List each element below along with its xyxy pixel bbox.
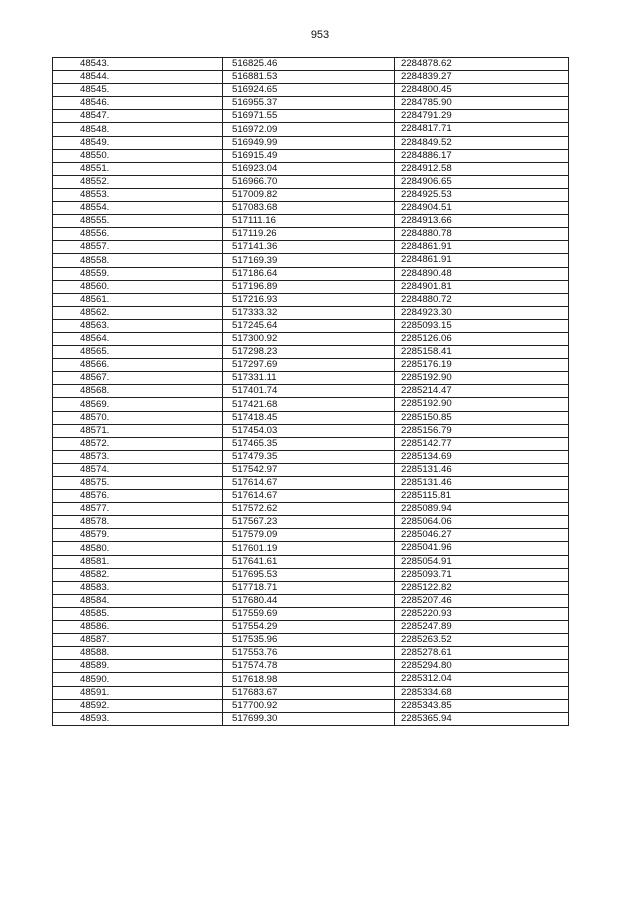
x-coordinate-cell: 517186.64 — [223, 267, 395, 280]
x-coordinate-cell: 517567.23 — [223, 516, 395, 529]
table-row — [53, 686, 569, 699]
x-coordinate-cell: 516881.53 — [223, 71, 395, 84]
table-row — [53, 267, 569, 280]
y-coordinate-cell: 2284817.71 — [395, 123, 569, 136]
x-coordinate-cell: 517245.64 — [223, 319, 395, 332]
y-coordinate-cell: 2285278.61 — [395, 647, 569, 660]
x-coordinate-cell: 516949.99 — [223, 136, 395, 149]
table-row — [53, 254, 569, 267]
table-row — [53, 58, 569, 71]
x-coordinate-cell: 517700.92 — [223, 699, 395, 712]
x-coordinate-cell: 517542.97 — [223, 463, 395, 476]
point-number-cell: 48548. — [53, 123, 223, 136]
y-coordinate-cell: 2285064.06 — [395, 516, 569, 529]
point-number-cell: 48561. — [53, 293, 223, 306]
x-coordinate-cell: 517641.61 — [223, 555, 395, 568]
y-coordinate-cell: 2285343.85 — [395, 699, 569, 712]
table-row — [53, 607, 569, 620]
y-coordinate-cell: 2285176.19 — [395, 359, 569, 372]
point-number-cell: 48580. — [53, 542, 223, 555]
x-coordinate-cell: 516971.55 — [223, 110, 395, 123]
x-coordinate-cell: 517119.26 — [223, 228, 395, 241]
table-row — [53, 634, 569, 647]
x-coordinate-cell: 517614.67 — [223, 477, 395, 490]
y-coordinate-cell: 2284890.48 — [395, 267, 569, 280]
y-coordinate-cell: 2285263.52 — [395, 634, 569, 647]
y-coordinate-cell: 2285192.90 — [395, 398, 569, 411]
x-coordinate-cell: 517300.92 — [223, 332, 395, 345]
y-coordinate-cell: 2285093.15 — [395, 319, 569, 332]
point-number-cell: 48593. — [53, 712, 223, 725]
x-coordinate-cell: 517401.74 — [223, 385, 395, 398]
y-coordinate-cell: 2284880.78 — [395, 228, 569, 241]
point-number-cell: 48566. — [53, 359, 223, 372]
point-number-cell: 48560. — [53, 280, 223, 293]
x-coordinate-cell: 517169.39 — [223, 254, 395, 267]
x-coordinate-cell: 517553.76 — [223, 647, 395, 660]
x-coordinate-cell: 517699.30 — [223, 712, 395, 725]
table-row — [53, 123, 569, 136]
y-coordinate-cell: 2285131.46 — [395, 477, 569, 490]
y-coordinate-cell: 2284849.52 — [395, 136, 569, 149]
y-coordinate-cell: 2285041.96 — [395, 542, 569, 555]
x-coordinate-cell: 517333.32 — [223, 306, 395, 319]
coordinates-table — [52, 57, 569, 726]
table-row — [53, 699, 569, 712]
y-coordinate-cell: 2284861.91 — [395, 241, 569, 254]
x-coordinate-cell: 516915.49 — [223, 149, 395, 162]
point-number-cell: 48582. — [53, 568, 223, 581]
table-row — [53, 555, 569, 568]
table-row — [53, 529, 569, 542]
x-coordinate-cell: 517465.35 — [223, 437, 395, 450]
table-row — [53, 647, 569, 660]
y-coordinate-cell: 2284878.62 — [395, 58, 569, 71]
table-row — [53, 568, 569, 581]
x-coordinate-cell: 517618.98 — [223, 673, 395, 686]
table-row — [53, 346, 569, 359]
table-row — [53, 463, 569, 476]
y-coordinate-cell: 2284901.81 — [395, 280, 569, 293]
point-number-cell: 48550. — [53, 149, 223, 162]
y-coordinate-cell: 2285131.46 — [395, 463, 569, 476]
point-number-cell: 48578. — [53, 516, 223, 529]
x-coordinate-cell: 517614.67 — [223, 490, 395, 503]
y-coordinate-cell: 2284791.29 — [395, 110, 569, 123]
point-number-cell: 48579. — [53, 529, 223, 542]
x-coordinate-cell: 517216.93 — [223, 293, 395, 306]
table-row — [53, 660, 569, 673]
x-coordinate-cell: 517579.09 — [223, 529, 395, 542]
x-coordinate-cell: 516966.70 — [223, 175, 395, 188]
point-number-cell: 48583. — [53, 581, 223, 594]
x-coordinate-cell: 517683.67 — [223, 686, 395, 699]
y-coordinate-cell: 2285115.81 — [395, 490, 569, 503]
table-row — [53, 162, 569, 175]
x-coordinate-cell: 517559.69 — [223, 607, 395, 620]
point-number-cell: 48574. — [53, 463, 223, 476]
x-coordinate-cell: 516955.37 — [223, 97, 395, 110]
x-coordinate-cell: 517535.96 — [223, 634, 395, 647]
y-coordinate-cell: 2284925.53 — [395, 188, 569, 201]
table-row — [53, 280, 569, 293]
point-number-cell: 48552. — [53, 175, 223, 188]
y-coordinate-cell: 2285046.27 — [395, 529, 569, 542]
x-coordinate-cell: 517554.29 — [223, 621, 395, 634]
y-coordinate-cell: 2285142.77 — [395, 437, 569, 450]
table-row — [53, 71, 569, 84]
x-coordinate-cell: 517601.19 — [223, 542, 395, 555]
y-coordinate-cell: 2284861.91 — [395, 254, 569, 267]
x-coordinate-cell: 516923.04 — [223, 162, 395, 175]
point-number-cell: 48577. — [53, 503, 223, 516]
table-row — [53, 136, 569, 149]
y-coordinate-cell: 2284785.90 — [395, 97, 569, 110]
point-number-cell: 48589. — [53, 660, 223, 673]
table-row — [53, 542, 569, 555]
y-coordinate-cell: 2285089.94 — [395, 503, 569, 516]
point-number-cell: 48563. — [53, 319, 223, 332]
table-row — [53, 188, 569, 201]
point-number-cell: 48568. — [53, 385, 223, 398]
table-row — [53, 110, 569, 123]
y-coordinate-cell: 2284912.58 — [395, 162, 569, 175]
y-coordinate-cell: 2285158.41 — [395, 346, 569, 359]
table-row — [53, 306, 569, 319]
y-coordinate-cell: 2285192.90 — [395, 372, 569, 385]
y-coordinate-cell: 2285214.47 — [395, 385, 569, 398]
point-number-cell: 48572. — [53, 437, 223, 450]
x-coordinate-cell: 517418.45 — [223, 411, 395, 424]
x-coordinate-cell: 517421.68 — [223, 398, 395, 411]
point-number-cell: 48556. — [53, 228, 223, 241]
point-number-cell: 48588. — [53, 647, 223, 660]
table-row — [53, 359, 569, 372]
y-coordinate-cell: 2285093.71 — [395, 568, 569, 581]
x-coordinate-cell: 517297.69 — [223, 359, 395, 372]
y-coordinate-cell: 2285312.04 — [395, 673, 569, 686]
point-number-cell: 48565. — [53, 346, 223, 359]
table-row — [53, 228, 569, 241]
point-number-cell: 48585. — [53, 607, 223, 620]
x-coordinate-cell: 517680.44 — [223, 594, 395, 607]
table-row — [53, 319, 569, 332]
point-number-cell: 48562. — [53, 306, 223, 319]
point-number-cell: 48544. — [53, 71, 223, 84]
table-row — [53, 97, 569, 110]
point-number-cell: 48564. — [53, 332, 223, 345]
table-row — [53, 477, 569, 490]
point-number-cell: 48571. — [53, 424, 223, 437]
table-row — [53, 241, 569, 254]
table-row — [53, 437, 569, 450]
y-coordinate-cell: 2284880.72 — [395, 293, 569, 306]
point-number-cell: 48586. — [53, 621, 223, 634]
point-number-cell: 48573. — [53, 450, 223, 463]
point-number-cell: 48553. — [53, 188, 223, 201]
y-coordinate-cell: 2285126.06 — [395, 332, 569, 345]
table-row — [53, 202, 569, 215]
point-number-cell: 48555. — [53, 215, 223, 228]
table-row — [53, 594, 569, 607]
point-number-cell: 48576. — [53, 490, 223, 503]
x-coordinate-cell: 517298.23 — [223, 346, 395, 359]
x-coordinate-cell: 517009.82 — [223, 188, 395, 201]
table-row — [53, 712, 569, 725]
point-number-cell: 48569. — [53, 398, 223, 411]
y-coordinate-cell: 2284906.65 — [395, 175, 569, 188]
point-number-cell: 48557. — [53, 241, 223, 254]
point-number-cell: 48559. — [53, 267, 223, 280]
table-row — [53, 332, 569, 345]
x-coordinate-cell: 517454.03 — [223, 424, 395, 437]
y-coordinate-cell: 2285150.85 — [395, 411, 569, 424]
point-number-cell: 48590. — [53, 673, 223, 686]
x-coordinate-cell: 517083.68 — [223, 202, 395, 215]
x-coordinate-cell: 517111.16 — [223, 215, 395, 228]
table-row — [53, 293, 569, 306]
y-coordinate-cell: 2284923.30 — [395, 306, 569, 319]
x-coordinate-cell: 517479.35 — [223, 450, 395, 463]
x-coordinate-cell: 517695.53 — [223, 568, 395, 581]
point-number-cell: 48543. — [53, 58, 223, 71]
point-number-cell: 48584. — [53, 594, 223, 607]
y-coordinate-cell: 2284904.51 — [395, 202, 569, 215]
y-coordinate-cell: 2285334.68 — [395, 686, 569, 699]
coordinates-table-body — [53, 58, 569, 726]
page-number: 953 — [310, 29, 330, 41]
table-row — [53, 621, 569, 634]
y-coordinate-cell: 2284913.66 — [395, 215, 569, 228]
y-coordinate-cell: 2285134.69 — [395, 450, 569, 463]
table-row — [53, 215, 569, 228]
y-coordinate-cell: 2285054.91 — [395, 555, 569, 568]
table-row — [53, 372, 569, 385]
y-coordinate-cell: 2285294.80 — [395, 660, 569, 673]
y-coordinate-cell: 2284800.45 — [395, 84, 569, 97]
point-number-cell: 48558. — [53, 254, 223, 267]
point-number-cell: 48547. — [53, 110, 223, 123]
y-coordinate-cell: 2284886.17 — [395, 149, 569, 162]
table-row — [53, 411, 569, 424]
point-number-cell: 48575. — [53, 477, 223, 490]
point-number-cell: 48545. — [53, 84, 223, 97]
table-row — [53, 490, 569, 503]
point-number-cell: 48587. — [53, 634, 223, 647]
point-number-cell: 48581. — [53, 555, 223, 568]
table-row — [53, 581, 569, 594]
y-coordinate-cell: 2285156.79 — [395, 424, 569, 437]
point-number-cell: 48549. — [53, 136, 223, 149]
table-row — [53, 673, 569, 686]
table-row — [53, 149, 569, 162]
x-coordinate-cell: 517574.78 — [223, 660, 395, 673]
x-coordinate-cell: 516972.09 — [223, 123, 395, 136]
x-coordinate-cell: 517572.62 — [223, 503, 395, 516]
x-coordinate-cell: 516825.46 — [223, 58, 395, 71]
point-number-cell: 48554. — [53, 202, 223, 215]
y-coordinate-cell: 2285247.89 — [395, 621, 569, 634]
table-row — [53, 450, 569, 463]
y-coordinate-cell: 2285220.93 — [395, 607, 569, 620]
point-number-cell: 48546. — [53, 97, 223, 110]
table-row — [53, 516, 569, 529]
x-coordinate-cell: 517331.11 — [223, 372, 395, 385]
x-coordinate-cell: 517141.36 — [223, 241, 395, 254]
point-number-cell: 48592. — [53, 699, 223, 712]
y-coordinate-cell: 2285122.82 — [395, 581, 569, 594]
point-number-cell: 48567. — [53, 372, 223, 385]
x-coordinate-cell: 517196.89 — [223, 280, 395, 293]
point-number-cell: 48570. — [53, 411, 223, 424]
table-row — [53, 398, 569, 411]
y-coordinate-cell: 2284839.27 — [395, 71, 569, 84]
point-number-cell: 48591. — [53, 686, 223, 699]
table-row — [53, 385, 569, 398]
point-number-cell: 48551. — [53, 162, 223, 175]
table-row — [53, 503, 569, 516]
table-row — [53, 424, 569, 437]
y-coordinate-cell: 2285365.94 — [395, 712, 569, 725]
table-row — [53, 175, 569, 188]
x-coordinate-cell: 516924.65 — [223, 84, 395, 97]
y-coordinate-cell: 2285207.46 — [395, 594, 569, 607]
table-row — [53, 84, 569, 97]
x-coordinate-cell: 517718.71 — [223, 581, 395, 594]
